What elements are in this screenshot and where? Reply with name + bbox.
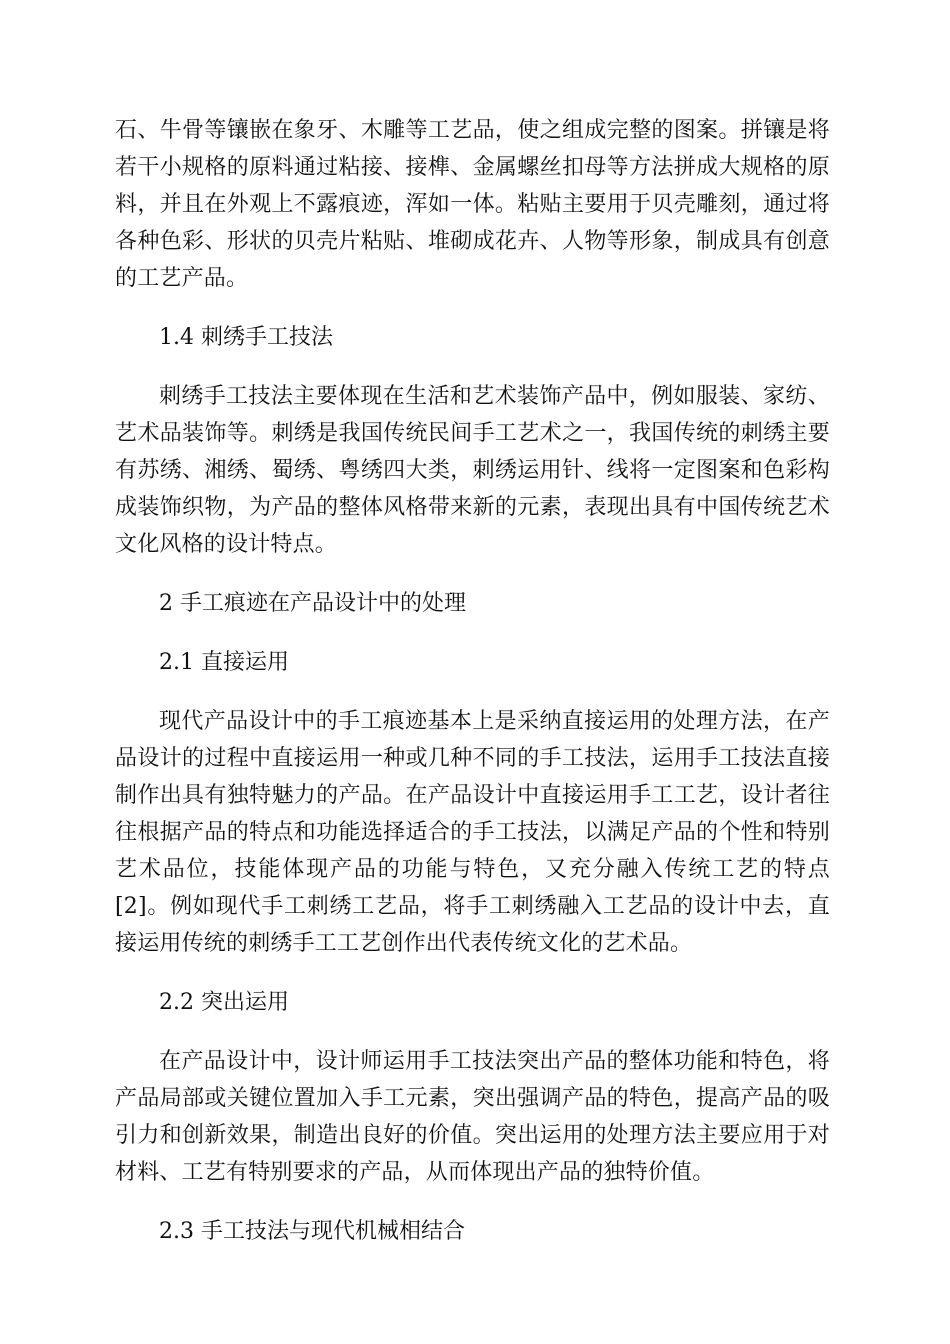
paragraph-prominent-use: 在产品设计中，设计师运用手工技法突出产品的整体功能和特色，将产品局部或关键位置加入手工元素，突出强调产品的特色，提高产品的吸引力和创新效果，制造出良好的价值。突出运用的处理方法主要应用于对材料、工艺有特别要求的产品，从而体现出产品的独特价值。 — [115, 1049, 830, 1185]
section-heading-1-4: 1.4 刺绣手工技法 — [159, 325, 333, 350]
section-heading-2-2: 2.2 突出运用 — [159, 990, 289, 1015]
paragraph-inlay-techniques: 石、牛骨等镶嵌在象牙、木雕等工艺品，使之组成完整的图案。拼镶是将若干小规格的原料通过粘接、接榫、金属螺丝扣母等方法拼成大规格的原料，并且在外观上不露痕迹，浑如一体。粘贴主要用于贝壳雕刻，通过将各种色彩、形状的贝壳片粘贴、堆砌成花卉、人物等形象，制成具有创意的工艺产品。 — [115, 118, 830, 291]
paragraph-direct-use: 现代产品设计中的手工痕迹基本上是采纳直接运用的处理方法，在产品设计的过程中直接运用一种或几种不同的手工技法，运用手工技法直接制作出具有独特魅力的产品。在产品设计中直接运用手工工艺，设计者往往根据产品的特点和功能选择适合的手工技法，以满足产品的个性和特别艺术品位，技能体现产品的功能与特色，又充分融入传统工艺的特点[2]。例如现代手工刺绣工艺品，将手工刺绣融入工艺品的设计中去，直接运用传统的刺绣手工工艺创作出代表传统文化的艺术品。 — [115, 709, 830, 956]
paragraph-embroidery: 刺绣手工技法主要体现在生活和艺术装饰产品中，例如服装、家纺、艺术品装饰等。刺绣是我国传统民间手工艺术之一，我国传统的刺绣主要有苏绣、湘绣、蜀绣、粤绣四大类，刺绣运用针、线将一定图案和色彩构成装饰织物，为产品的整体风格带来新的元素，表现出具有中国传统艺术文化风格的设计特点。 — [115, 384, 830, 557]
section-heading-2-1: 2.1 直接运用 — [159, 650, 289, 675]
section-heading-2: 2 手工痕迹在产品设计中的处理 — [159, 591, 466, 616]
document-page — [115, 112, 830, 1272]
section-heading-2-3: 2.3 手工技法与现代机械相结合 — [159, 1219, 465, 1244]
